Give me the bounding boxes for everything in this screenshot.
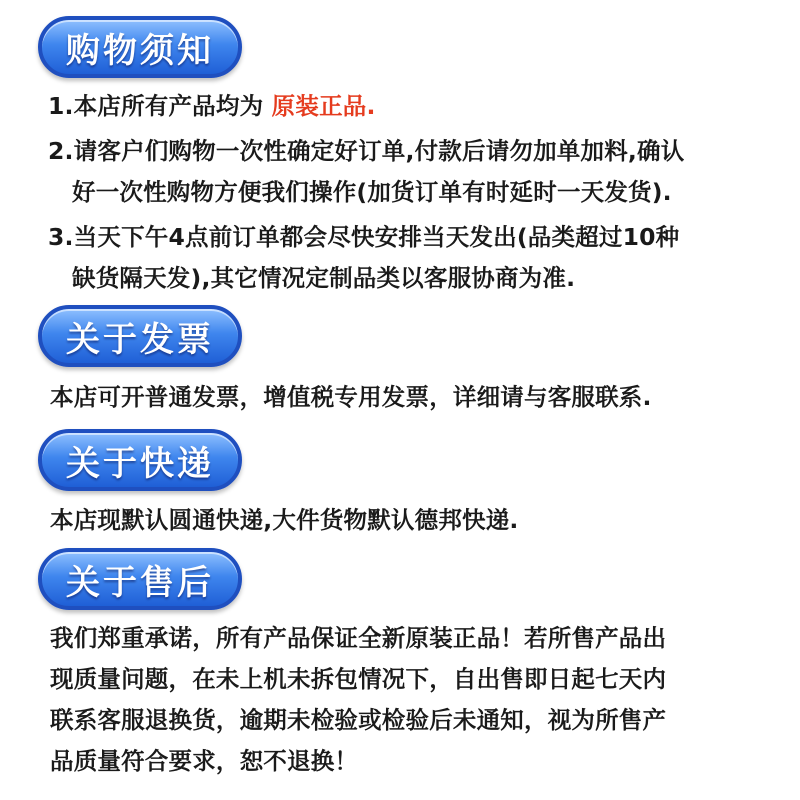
section-title-invoice: 关于发票 <box>66 319 214 360</box>
notice-item-3-line-2: 缺货隔天发),其它情况定制品类以客服协商为准. <box>72 264 576 292</box>
shipping-text: 本店现默认圆通快递,大件货物默认德邦快递. <box>50 506 519 534</box>
section-header-aftersale <box>38 548 242 610</box>
section-header-shipping <box>38 429 242 491</box>
aftersale-line-4: 品质量符合要求，恕不退换！ <box>50 747 359 775</box>
aftersale-line-3: 联系客服退换货，逾期未检验或检验后未通知，视为所售产 <box>50 706 667 734</box>
aftersale-line-2: 现质量问题，在未上机未拆包情况下，自出售即日起七天内 <box>50 665 667 693</box>
notice-item-1 <box>48 91 376 121</box>
notice-item-2-line-2: 好一次性购物方便我们操作(加货订单有时延时一天发货). <box>72 178 672 206</box>
notice-item-1-highlight: 原装正品. <box>271 92 376 120</box>
notice-item-1-text: 1.本店所有产品均为 <box>48 92 272 120</box>
notice-item-2-line-1: 2.请客户们购物一次性确定好订单,付款后请勿加单加料,确认 <box>48 137 685 165</box>
section-title-notice: 购物须知 <box>66 30 214 71</box>
notice-item-3-line-1: 3.当天下午4点前订单都会尽快安排当天发出(品类超过10种 <box>48 223 680 251</box>
section-header-invoice <box>38 305 242 367</box>
aftersale-line-1: 我们郑重承诺，所有产品保证全新原装正品！若所售产品出 <box>50 624 667 652</box>
section-title-shipping: 关于快递 <box>66 443 214 484</box>
section-header-notice <box>38 16 242 78</box>
section-title-aftersale: 关于售后 <box>66 562 214 603</box>
invoice-text: 本店可开普通发票，增值税专用发票，详细请与客服联系. <box>50 383 652 411</box>
